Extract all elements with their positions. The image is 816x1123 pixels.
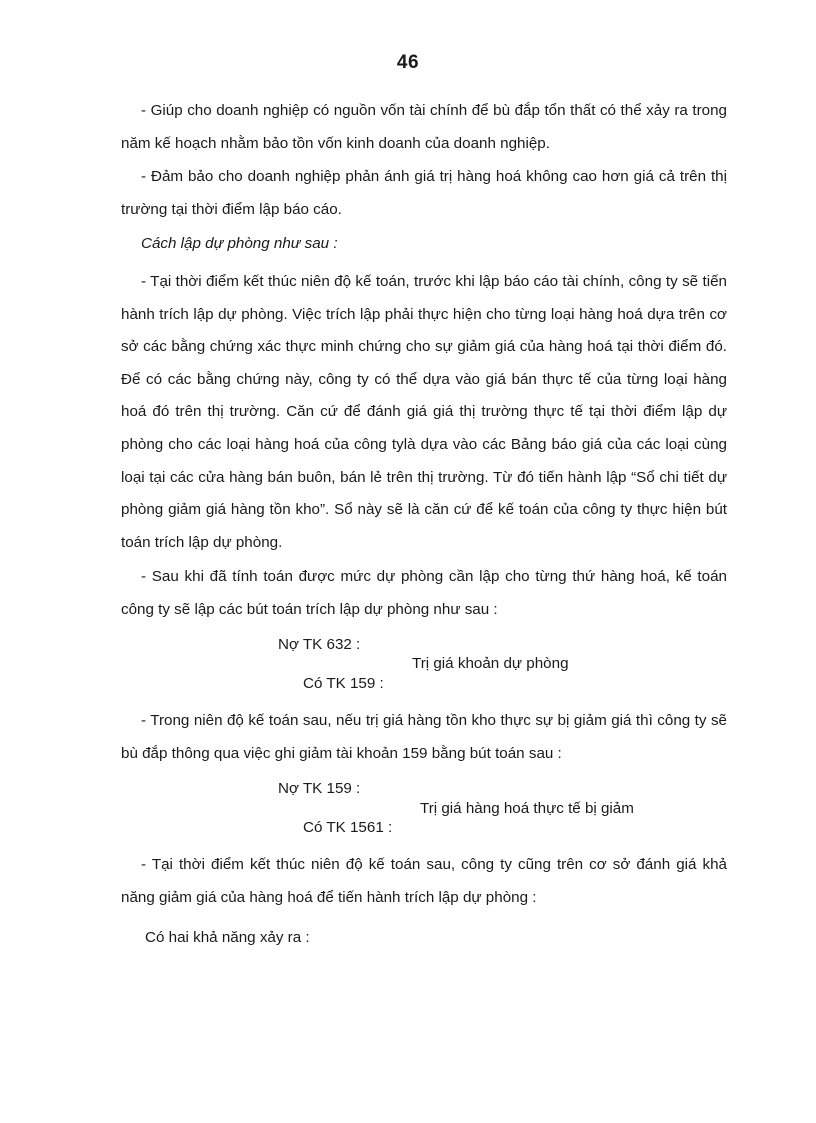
paragraph-next-period-text: - Trong niên độ kế toán sau, nếu trị giá hàng tồn kho thực sự bị giảm giá thì công ty sẽ bù đắp thông qua việc ghi giảm tài khoản 159 bằng bút toán sau : <box>121 712 727 762</box>
entry1-credit: Có TK 159 : <box>303 675 384 692</box>
paragraph-next-period <box>121 705 727 770</box>
paragraph-entry-intro-text: - Sau khi đã tính toán được mức dự phòng cần lập cho từng thứ hàng hoá, kế toán công ty sẽ lập các bút toán trích lập dự phòng như sau : <box>121 568 727 618</box>
section-heading: Cách lập dự phòng như sau : <box>141 235 338 252</box>
entry2-debit: Nợ TK 159 : <box>278 780 361 797</box>
paragraph-two-cases: Có hai khả năng xảy ra : <box>145 929 310 946</box>
entry2-description: Trị giá hàng hoá thực tế bị giảm <box>420 800 634 817</box>
entry2-credit: Có TK 1561 : <box>303 819 393 836</box>
paragraph-purpose-1 <box>121 95 727 160</box>
page-number: 46 <box>396 52 420 73</box>
paragraph-procedure-text: - Tại thời điểm kết thúc niên độ kế toán, trước khi lập báo cáo tài chính, công ty sẽ tiến hành trích lập dự phòng. Việc trích lập phải thực hiện cho từng loại hàng hoá dựa trên cơ sở các bằng chứng xác thực minh chứng cho sự giảm giá của hàng hoá tại thời điểm đó. Để có các bằng chứng này, công ty có thể dựa vào giá bán thực tế của từng loại hàng hoá đó trên thị trường. Căn cứ để đánh giá giá thị trường thực tế tại thời điểm lập dự phòng cho các loại hàng hoá của công tylà dựa vào các Bảng báo giá của các loại cùng loại tại các cửa hàng bán buôn, bán lẻ trên thị trường. Từ đó tiến hành lập “Sổ chi tiết dự phòng giảm giá hàng tồn kho”. Sổ này sẽ là căn cứ để kế toán của công ty thực hiện bút toán trích lập dự phòng. <box>121 273 727 551</box>
paragraph-purpose-2-text: - Đảm bảo cho doanh nghiệp phản ánh giá trị hàng hoá không cao hơn giá cả trên thị trường tại thời điểm lập báo cáo. <box>121 168 727 218</box>
paragraph-purpose-2 <box>121 161 727 226</box>
paragraph-entry-intro <box>121 561 727 626</box>
entry1-description: Trị giá khoản dự phòng <box>412 655 569 672</box>
paragraph-procedure <box>121 266 727 559</box>
paragraph-end-period-text: - Tại thời điểm kết thúc niên độ kế toán sau, công ty cũng trên cơ sở đánh giá khả năng giảm giá của hàng hoá để tiến hành trích lập dự phòng : <box>121 856 727 906</box>
paragraph-end-period <box>121 849 727 914</box>
paragraph-purpose-1-text: - Giúp cho doanh nghiệp có nguồn vốn tài chính để bù đắp tổn thất có thể xảy ra trong năm kế hoạch nhằm bảo tồn vốn kinh doanh của doanh nghiệp. <box>121 102 727 152</box>
entry1-debit: Nợ TK 632 : <box>278 636 361 653</box>
